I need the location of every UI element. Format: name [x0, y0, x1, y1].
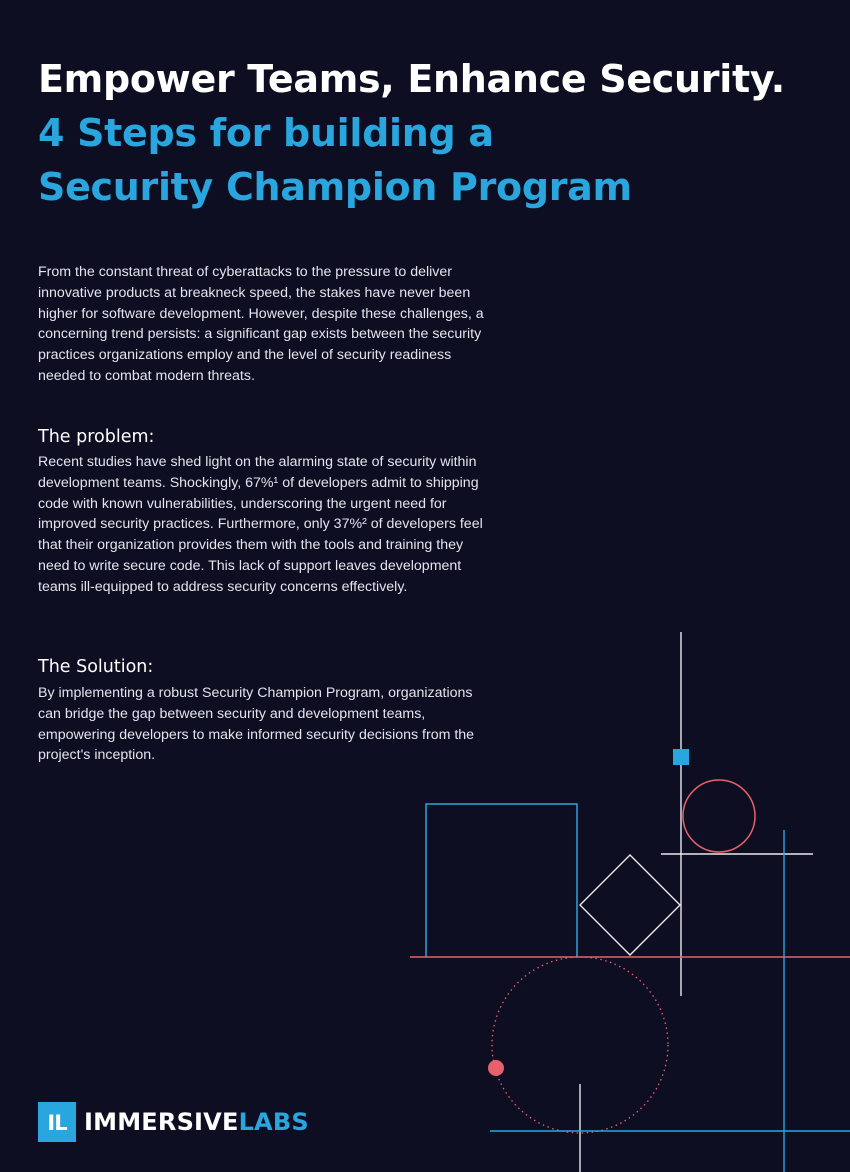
logo-wordmark — [84, 1108, 309, 1136]
deco-red-dot — [488, 1060, 504, 1076]
deco-red-circle — [683, 780, 755, 852]
intro-paragraph: From the constant threat of cyberattacks to the pressure to deliver innovative products at breakneck speed, the stakes have never been higher for software development. However, despite these challenges, a concerning trend persists: a significant gap exists between the security practices organizations employ and the level of security readiness needed to combat modern threats. — [38, 264, 484, 384]
logo-wordmark-labs: LABS — [238, 1108, 309, 1136]
problem-paragraph: Recent studies have shed light on the alarming state of security within development teams. Shockingly, 67%¹ of developers admit to shipping code with known vulnerabilities, underscoring the urgent need for improved security practices. Furthermore, only 37%² of developers feel that their organization provides them with the tools and training they need to write secure code. This lack of support leaves development teams ill-equipped to address security concerns effectively. — [38, 454, 483, 595]
deco-white-diamond — [580, 855, 680, 955]
logo-wordmark-immersive: IMMERSIVE — [84, 1108, 239, 1136]
deco-blue-square — [673, 749, 689, 765]
headline-line-1: Empower Teams, Enhance Security. — [38, 57, 785, 101]
logo-mark: IL — [38, 1102, 76, 1142]
immersive-labs-logo — [38, 1102, 309, 1142]
deco-blue-open-square — [426, 804, 577, 957]
headline-line-2: 4 Steps for building a — [38, 111, 494, 155]
problem-heading: The problem: — [38, 427, 155, 447]
headline-line-3: Security Champion Program — [38, 165, 632, 209]
solution-paragraph: By implementing a robust Security Champion Program, organizations can bridge the gap between security and development teams, empowering developers to make informed security decisions from the project's inception. — [38, 685, 475, 764]
solution-heading: The Solution: — [38, 657, 154, 677]
